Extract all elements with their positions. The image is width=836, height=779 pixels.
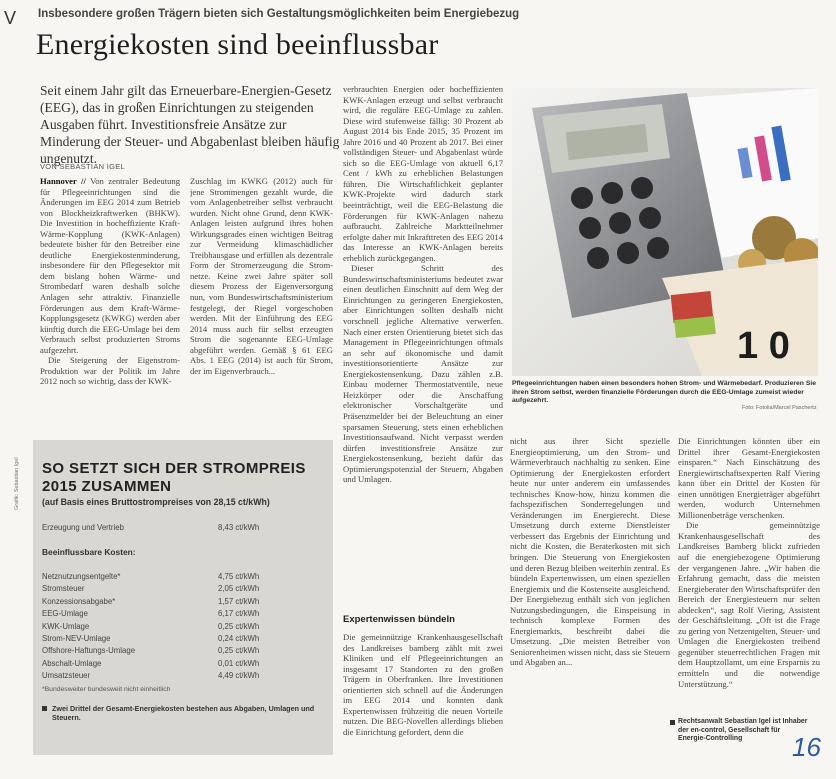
body-column-4 [510, 436, 670, 746]
column-1-text-2: Die Steigerung der Eigenstrom-Produktion war der Politik im Jahre 2012 noch so wichtig, dass der KWK- [40, 355, 180, 387]
infobox-row [42, 609, 327, 620]
infobox-row [42, 659, 327, 670]
infobox-row [42, 634, 327, 645]
row-label: Strom-NEV-Umlage [42, 634, 111, 643]
bio-bullet-icon [670, 720, 675, 725]
photo-caption [512, 380, 818, 406]
column-3-text-3: Die gemeinnützige Krankenhausgesellschaft des Landkreises bamberg zählt mit zwei Kliniken und elf Pflegeeinrichtungen an insgesamt 17 Standorten zu den großen Trägern in Oberfranken. Ihre Investitionen orientierten sich schnell auf die Änderungen im EEG 2014 und konnten dank Expertenwissen frühzeitig die neuen Vorteile nutzen. Die BEG-Novellen allerdings blieben die Einrichtung gefordert, denn die [343, 632, 503, 737]
row-label: Abschalt-Umlage [42, 658, 102, 668]
note-bullet-icon [42, 706, 47, 711]
body-column-5 [678, 436, 820, 708]
infobox-row [42, 523, 327, 534]
column-2-text: Zuschlag im KWKG (2012) auch für jene Strommengen gezahlt wurde, die vom Anlagenbetreiber selbst verbraucht wurden. Nicht ohne Grund, denn KWK-Anlagen leisten aufgrund ihres hohen Wirkungsgrades einen wichtigen Beitrag zur Vermeidung klimaschädlicher Treibhausgase und erfüllen als dezentrale Form der Stromerzeugung die Stromnetze. Keine zwei Jahre später soll diesem Prozess der Eigenversorgung nun, vom Bundeswirtschaftsministerium festgelegt, der Riegel vorgeschoben werden. Mit der Einführung des EEG 2014 muss auch für selbst erzeugten Strom die sogenannte EEG-Umlage abgeführt werden. Gemäß § 61 EEG Abs. 1 EEG (2014) ist auch für Strom, der im Eigenverbrauch... [190, 176, 333, 376]
photo-credit: Foto: Fotolia/Marcel Paschertz [742, 405, 817, 411]
body-column-1 [40, 176, 180, 438]
infobox-row [42, 671, 327, 682]
subheading-expertenwissen: Expertenwissen bündeln [343, 614, 455, 625]
row-label: EEG-Umlage [42, 609, 88, 619]
infobox-subtitle: (auf Basis eines Bruttostrompreises von 28,15 ct/kWh) [42, 497, 270, 507]
column-5-text: Die Einrichtungen könnten über ein Drittel ihrer Gesamt-Energiekosten einsparen.“ Nach Einschätzung des Energiewirtschaftsexperten Ralf Viering kann über ein Drittel der Kosten für einen unnötigen Energieträger abgeführt werden, wodurch Unternehmen Millionenbeträge verschenken. [678, 436, 820, 520]
row-value: 4,49 ct/kWh [218, 671, 260, 681]
row-value: 6,17 ct/kWh [218, 609, 260, 619]
column-5-text-2: Die gemeinnützige Krankenhausgesellschaft des Landkreises Bamberg blickt zufrieden auf die energiebezogene Optimierung der vergangenen Jahre. „Wir haben die Erfahrung gemacht, dass die meisten Energieberater den Wirtschaftsprüfer den Bereich der Energiesteuern nur selten abdecken“, sagt Rolf Viering, Assistent der Geschäftsleitung. „Oft ist die Frage zu gering von Netzentgelten, Steuer- und Umlagen die Energiekosten treibend gegenüber steuerrechtlichen Fragen mit dem Hauptzollamt, um eine Ersparnis zu ermitteln und die notwendige Unterstützung.“ [678, 520, 820, 689]
infobox-title: SO SETZT SICH DER STROMPREIS 2015 ZUSAMMEN [42, 460, 306, 495]
row-value: 0,25 ct/kWh [218, 646, 260, 656]
svg-text:1 0: 1 0 [737, 325, 790, 367]
row-value: 8,43 ct/kWh [218, 523, 260, 532]
body-column-3 [343, 84, 503, 604]
row-value: 4,75 ct/kWh [218, 572, 260, 581]
row-label: Umsatzsteuer [42, 671, 91, 681]
infobox-row [42, 622, 327, 633]
row-value: 0,25 ct/kWh [218, 621, 260, 631]
author-bio: Rechtsanwalt Sebastian Igel ist Inhaber der en-control, Gesellschaft für Energie-Controlling [678, 718, 808, 742]
infobox-note: Zwei Drittel der Gesamt-Energiekosten bestehen aus Abgaben, Umlagen und Steuern. [52, 704, 315, 722]
row-value: 0,01 ct/kWh [218, 658, 260, 668]
article-photo [512, 88, 818, 376]
infobox-row [42, 597, 327, 608]
infobox-row [42, 584, 327, 595]
calculator-photo-icon [512, 88, 818, 376]
page-number: 16 [792, 732, 821, 762]
column-3-text: verbrauchten Energien oder hocheffizienten KWK-Anlagen erzeugt und selbst verbraucht wird, die reguläre EEG-Umlage zu zahlen. Diese wird stufenweise fällig: 30 Prozent ab August 2014 bis Ende 2015, 35 Prozent im Jahre 2016 und 40 Prozent ab 2017. Bei einer vollständigen Steuer- und Abgabenlast würde sich so die EEG-Umlage von aktuell 6,17 Cent / kWh zu erheblichen Belastungen führen. Die Wirtschaftlichkeit geplanter KWK-Projekte wird dadurch stark beeinträchtigt, weil die EEG-Belastung die Förderungen für KWK-Anlagen nahezu aufbraucht. Zahlreiche Marktteilnehmer erfolgte daher mit Inkrafttreten des EEG 2014 das Interesse an KWK-Anlagen bereits erheblich zurückgegangen. [343, 84, 503, 263]
page-mark: V [4, 8, 17, 28]
infobox-row [42, 572, 327, 583]
row-label: Konzessionsabgabe* [42, 596, 116, 606]
row-label: Netznutzungsentgelte* [42, 572, 121, 581]
byline: VON SEBASTIAN IGEL [40, 162, 126, 171]
row-label: Erzeugung und Vertrieb [42, 523, 124, 532]
column-4-text: nicht aus ihrer Sicht spezielle Energieoptimierung, um den Strom- und Wärmeverbrauch nachhaltig zu senken. Eine Optimierung der Energiekosten erfordert heute nur unter anderem ein umfassendes technisches Know-how, hinzu kommen die fachspezifischen Sonderregelungen und Veränderungen im Energierecht. Diese Umsetzung durch externe Dienstleister verbessert das Ergebnis der Einrichtung und nicht die Kosten, die Beraterkosten mit sich bringen. Die Steuerung von Energiekosten und deren Bezug bleiben weiterhin zentral. Es bündeln Expertenwissen, um einen speziellen Energiemix und die Kostenseite ausgleichend. Der Energiebezug enthält sich von jeglichen Nutzungsbedingungen, die Einspeisung in technisch komplexe Formen des Energiemarkts, beschreibt dabei die Umsetzung. „Die meisten Betreiber von Seniorenheimen wissen nicht, dass sie Steuern und Abgaben an... [510, 436, 670, 668]
row-value: 0,24 ct/kWh [218, 634, 260, 643]
row-label: Stromsteuer [42, 584, 85, 594]
article-headline: Energiekosten sind beeinflussbar [36, 28, 439, 61]
body-column-2 [190, 176, 333, 438]
infobox-section-label: Beeinflussbare Kosten: [42, 547, 136, 557]
article-lead: Seit einem Jahr gilt das Erneuerbare-Energien-Gesetz (EEG), das in großen Einrichtungen zu steigenden Ausgaben führt. Investitionsfreie Ansätze zur Minderung der Steuer- und Abgabenlast bleiben häufig ungenutzt. [40, 83, 340, 166]
infobox-row [42, 646, 327, 657]
body-column-3b [343, 632, 503, 744]
photo-caption-text: Pflegeeinrichtungen haben einen besonders hohen Strom- und Wärmebedarf. Produzieren Sie ihren Strom selbst, werden finanzielle Förderungen durch die EEG-Umlage zumeist wieder aufgezehrt. [512, 380, 817, 404]
row-label: KWK-Umlage [42, 621, 90, 631]
column-3-text-2: Dieser Schritt des Bundeswirtschaftsministeriums bedeutet zwar einen deutlichen Einschnitt auf dem Weg der Einrichtungen zu geringeren Energiekosten, aber Einrichtungen sollten deshalb nicht vorschnell jegliche Alternative verwerfen. Nach einer ersten Orientierung bietet sich das Management in Pflegeeinrichtungen oftmals an sehr auf ökonomische und damit investitionsorientierte Ansätze zur Energiekostensenkung. Dazu zählen z.B. Einbau moderner Thermostatventile, neue Heizkörper oder die Anschaffung elektronischer Vorschaltgeräte und Präsenzmelder bei der Beleuchtung an einer sparsamen Steuerung, stets einen erheblichen Investitionsaufwand. Nicht verpasst werden dürfen investitionsfreie Ansätze zur Energiekostensenkung, bezieht dafür das Optimierungspotenzial der Steuern, Abgaben und Umlagen. [343, 263, 503, 485]
column-1-text: Von zentraler Bedeutung für Pflegeeinrichtungen sind die Änderungen im EEG 2014 zum Betrieb von Blockheizkraftwerken (BHKW). Die Investition in hocheffiziente Kraft-Wärme-Kopplung (KWK-Anlagen) bedeutete bisher für den Betreiber eine deutliche Energiekostenminderung, insbesondere für den Pflegesektor mit dem bislang hohen Wärme- und Strombedarf waren deshalb solche Anlagen sehr attraktiv. Finanzielle Förderungen aus dem Kraft-Wärme-Kopplungsgesetz (KWKG) werden aber künftig durch die EEG-Umlage bei dem Verbrauch selbst produzierten Stroms aufgezehrt. [40, 176, 180, 355]
dateline: Hannover // [40, 176, 86, 186]
infobox-footnote: *Bundesweiter bundesweit nicht einheitlich [42, 686, 171, 693]
box-side-credit: Grafik: Sebastian Igel [14, 457, 20, 510]
row-label: Offshore-Haftungs-Umlage [42, 646, 136, 656]
row-value: 1,57 ct/kWh [218, 596, 260, 606]
article-kicker: Insbesondere großen Trägern bieten sich Gestaltungsmöglichkeiten beim Energiebezug [38, 8, 520, 20]
row-value: 2,05 ct/kWh [218, 584, 260, 594]
